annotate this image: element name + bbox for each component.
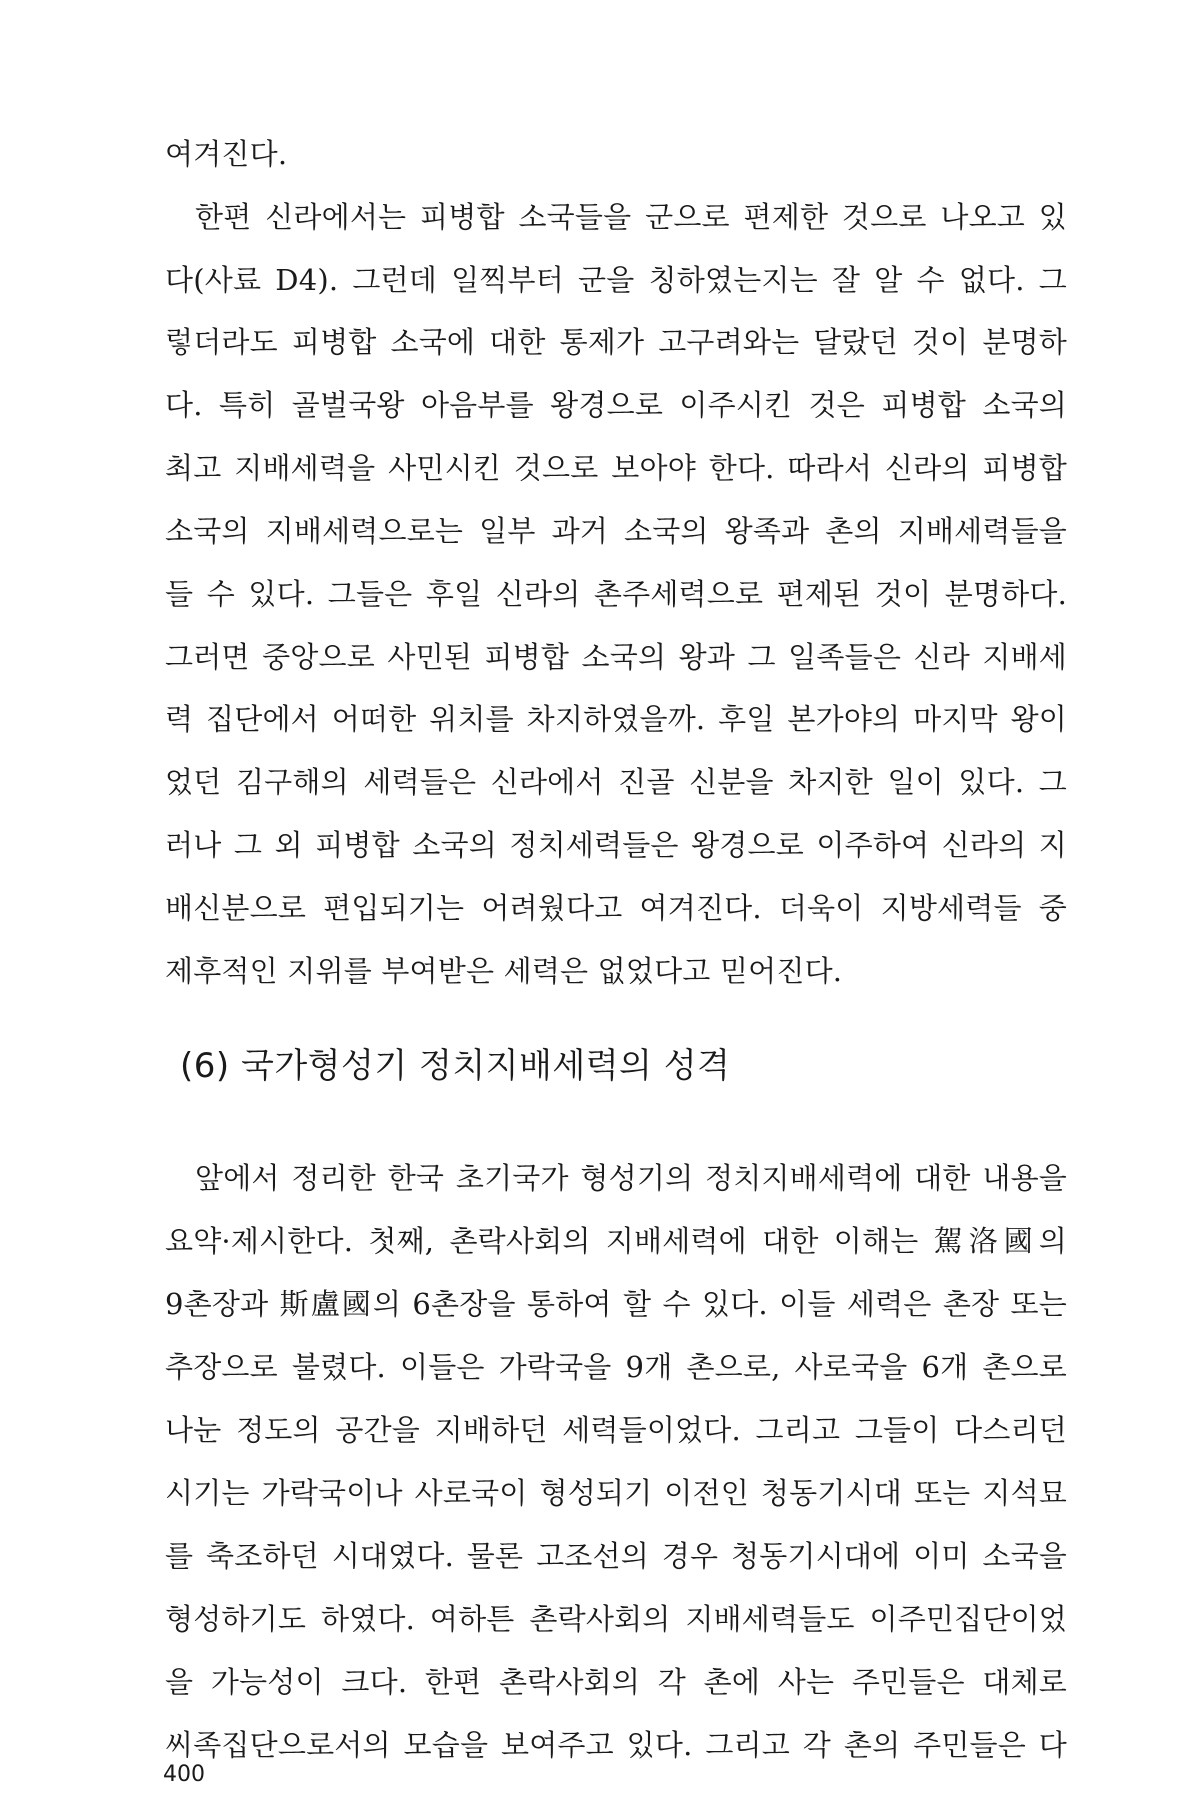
text-line: 다(사료 D4). 그런데 일찍부터 군을 칭하였는지는 잘 알 수 없다. 그 xyxy=(165,263,1067,297)
text-line: 들 수 있다. 그들은 후일 신라의 촌주세력으로 편제된 것이 분명하다. xyxy=(165,577,1067,611)
text-line: 씨족집단으로서의 모습을 보여주고 있다. 그리고 각 촌의 주민들은 다 xyxy=(165,1728,1067,1762)
text-line: 렇더라도 피병합 소국에 대한 통제가 고구려와는 달랐던 것이 분명하 xyxy=(165,325,1067,359)
text-line: 요약·제시한다. 첫째, 촌락사회의 지배세력에 대한 이해는 駕洛國의 xyxy=(165,1224,1067,1258)
text-line: 한편 신라에서는 피병합 소국들을 군으로 편제한 것으로 나오고 있 xyxy=(195,200,1067,234)
text-line: 었던 김구해의 세력들은 신라에서 진골 신분을 차지한 일이 있다. 그 xyxy=(165,765,1067,799)
text-line: 9촌장과 斯盧國의 6촌장을 통하여 할 수 있다. 이들 세력은 촌장 또는 xyxy=(165,1287,1067,1321)
text-line: 러나 그 외 피병합 소국의 정치세력들은 왕경으로 이주하여 신라의 지 xyxy=(165,828,1067,862)
text-line: 여겨진다. xyxy=(165,137,288,171)
text-line: 형성하기도 하였다. 여하튼 촌락사회의 지배세력들도 이주민집단이었 xyxy=(165,1602,1067,1636)
text-line: 앞에서 정리한 한국 초기국가 형성기의 정치지배세력에 대한 내용을 xyxy=(195,1161,1067,1195)
text-line: 그러면 중앙으로 사민된 피병합 소국의 왕과 그 일족들은 신라 지배세 xyxy=(165,640,1067,674)
text-line: 최고 지배세력을 사민시킨 것으로 보아야 한다. 따라서 신라의 피병합 xyxy=(165,451,1067,485)
text-line: 를 축조하던 시대였다. 물론 고조선의 경우 청동기시대에 이미 소국을 xyxy=(165,1539,1067,1573)
text-line: 배신분으로 편입되기는 어려웠다고 여겨진다. 더욱이 지방세력들 중 xyxy=(165,891,1067,925)
text-line: 력 집단에서 어떠한 위치를 차지하였을까. 후일 본가야의 마지막 왕이 xyxy=(165,702,1067,736)
text-line: 추장으로 불렸다. 이들은 가락국을 9개 촌으로, 사로국을 6개 촌으로 xyxy=(165,1350,1067,1384)
text-line: 을 가능성이 크다. 한편 촌락사회의 각 촌에 사는 주민들은 대체로 xyxy=(165,1665,1067,1699)
section-heading: (6) 국가형성기 정치지배세력의 성격 xyxy=(180,1046,731,1086)
text-line: 제후적인 지위를 부여받은 세력은 없었다고 믿어진다. xyxy=(165,954,843,988)
text-line: 소국의 지배세력으로는 일부 과거 소국의 왕족과 촌의 지배세력들을 xyxy=(165,514,1067,548)
page-number: 400 xyxy=(163,1762,205,1787)
text-line: 다. 특히 골벌국왕 아음부를 왕경으로 이주시킨 것은 피병합 소국의 xyxy=(165,388,1067,422)
text-line: 시기는 가락국이나 사로국이 형성되기 이전인 청동기시대 또는 지석묘 xyxy=(165,1476,1067,1510)
text-line: 나눈 정도의 공간을 지배하던 세력들이었다. 그리고 그들이 다스리던 xyxy=(165,1413,1067,1447)
